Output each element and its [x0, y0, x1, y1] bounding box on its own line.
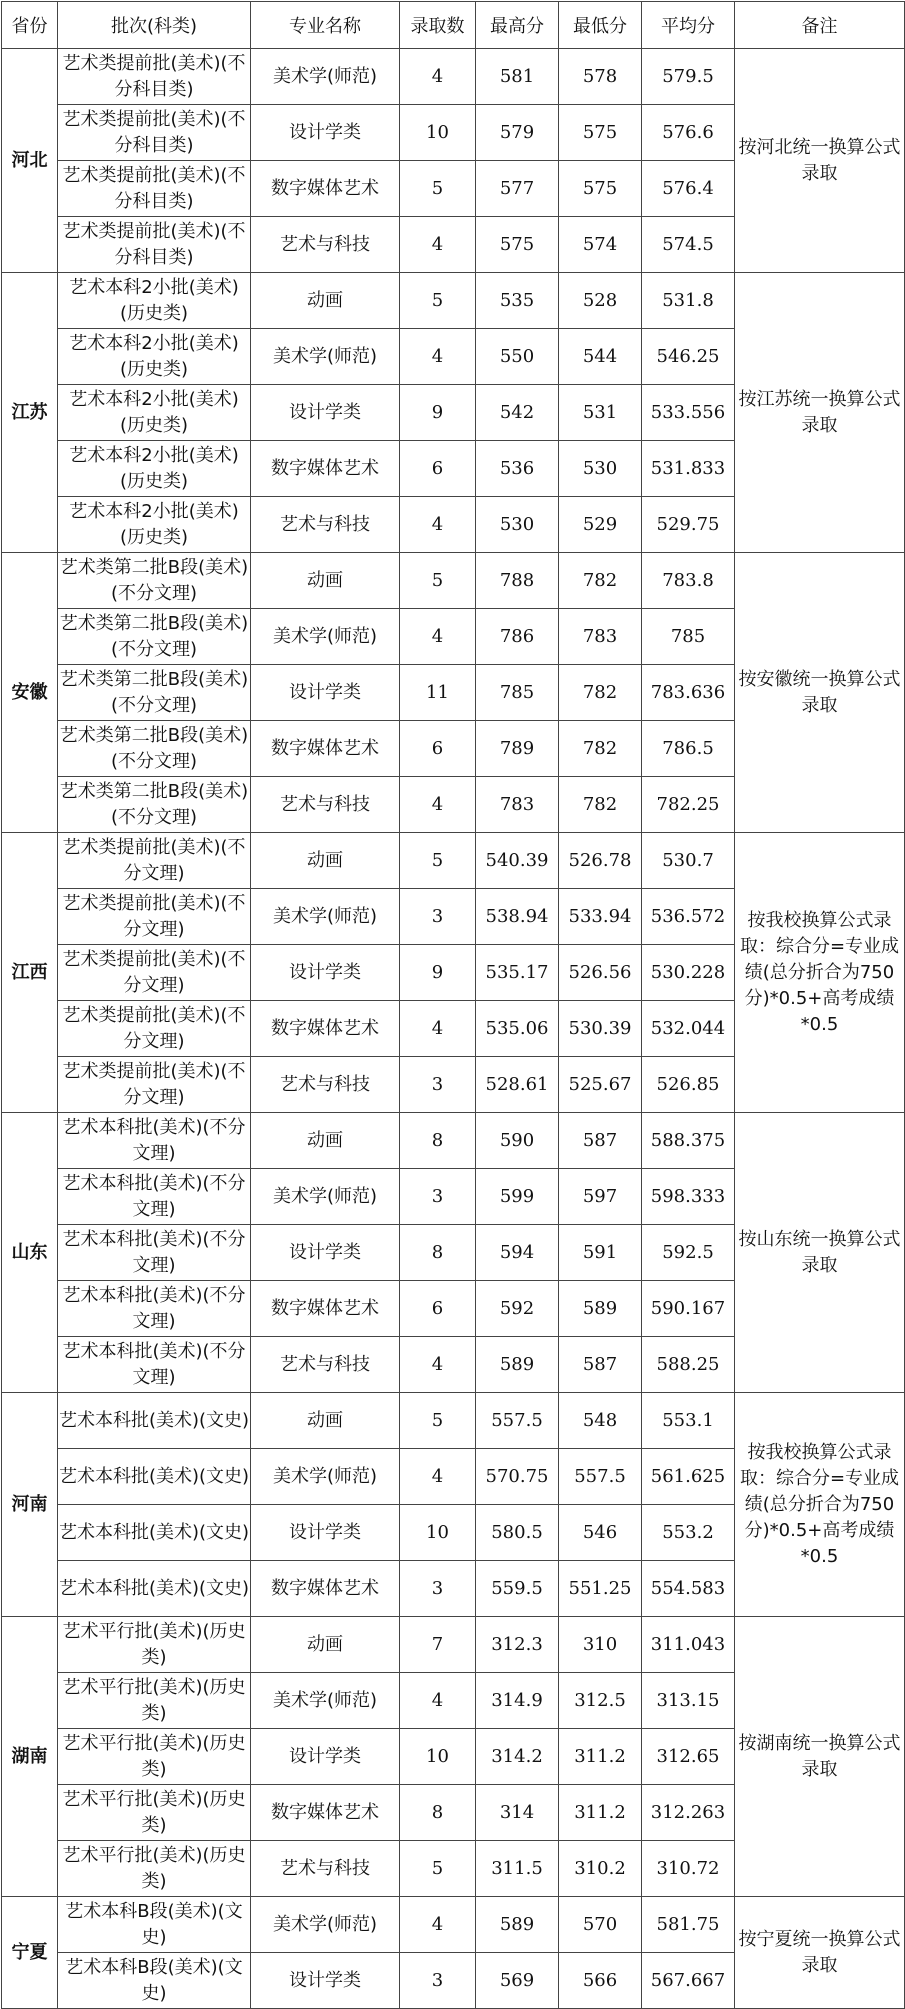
max-score-cell: 540.39: [476, 833, 559, 889]
avg-score-cell: 574.5: [642, 217, 735, 273]
note-cell: 按我校换算公式录取：综合分=专业成绩(总分折合为750分)*0.5+高考成绩*0.5: [735, 1393, 905, 1617]
max-score-cell: 559.5: [476, 1561, 559, 1617]
major-cell: 数字媒体艺术: [251, 1561, 400, 1617]
table-row: [2, 553, 905, 609]
min-score-cell: 548: [559, 1393, 642, 1449]
avg-score-cell: 313.15: [642, 1673, 735, 1729]
batch-cell: 艺术本科批(美术)(不分文理): [58, 1169, 251, 1225]
max-score-cell: 590: [476, 1113, 559, 1169]
count-cell: 5: [400, 1393, 476, 1449]
major-cell: 数字媒体艺术: [251, 161, 400, 217]
avg-score-cell: 553.2: [642, 1505, 735, 1561]
count-cell: 4: [400, 777, 476, 833]
province-cell: 安徽: [2, 553, 58, 833]
min-score-cell: 311.2: [559, 1785, 642, 1841]
avg-score-cell: 546.25: [642, 329, 735, 385]
avg-score-cell: 536.572: [642, 889, 735, 945]
max-score-cell: 550: [476, 329, 559, 385]
batch-cell: 艺术类第二批B段(美术)(不分文理): [58, 553, 251, 609]
major-cell: 美术学(师范): [251, 1673, 400, 1729]
major-cell: 数字媒体艺术: [251, 1001, 400, 1057]
batch-cell: 艺术平行批(美术)(历史类): [58, 1617, 251, 1673]
note-cell: 按山东统一换算公式录取: [735, 1113, 905, 1393]
note-cell: 按我校换算公式录取：综合分=专业成绩(总分折合为750分)*0.5+高考成绩*0.5: [735, 833, 905, 1113]
min-score-cell: 551.25: [559, 1561, 642, 1617]
major-cell: 美术学(师范): [251, 329, 400, 385]
batch-cell: 艺术类第二批B段(美术)(不分文理): [58, 777, 251, 833]
min-score-cell: 575: [559, 105, 642, 161]
avg-score-cell: 588.25: [642, 1337, 735, 1393]
count-cell: 4: [400, 1673, 476, 1729]
max-score-cell: 535.17: [476, 945, 559, 1001]
max-score-cell: 530: [476, 497, 559, 553]
avg-score-cell: 530.228: [642, 945, 735, 1001]
count-cell: 5: [400, 833, 476, 889]
major-cell: 艺术与科技: [251, 1057, 400, 1113]
major-cell: 美术学(师范): [251, 889, 400, 945]
count-cell: 3: [400, 1057, 476, 1113]
count-cell: 4: [400, 1449, 476, 1505]
note-cell: 按河北统一换算公式录取: [735, 49, 905, 273]
max-score-cell: 535: [476, 273, 559, 329]
avg-score-cell: 567.667: [642, 1953, 735, 2009]
min-score-cell: 310: [559, 1617, 642, 1673]
batch-cell: 艺术本科B段(美术)(文史): [58, 1953, 251, 2009]
province-cell: 湖南: [2, 1617, 58, 1897]
avg-score-cell: 554.583: [642, 1561, 735, 1617]
batch-cell: 艺术本科2小批(美术)(历史类): [58, 497, 251, 553]
header-max-score: 最高分: [476, 2, 559, 49]
min-score-cell: 782: [559, 721, 642, 777]
max-score-cell: 535.06: [476, 1001, 559, 1057]
min-score-cell: 587: [559, 1113, 642, 1169]
min-score-cell: 546: [559, 1505, 642, 1561]
admission-score-table: [1, 1, 905, 2009]
batch-cell: 艺术本科批(美术)(不分文理): [58, 1113, 251, 1169]
batch-cell: 艺术平行批(美术)(历史类): [58, 1729, 251, 1785]
avg-score-cell: 531.833: [642, 441, 735, 497]
min-score-cell: 575: [559, 161, 642, 217]
max-score-cell: 786: [476, 609, 559, 665]
max-score-cell: 589: [476, 1897, 559, 1953]
max-score-cell: 581: [476, 49, 559, 105]
max-score-cell: 569: [476, 1953, 559, 2009]
province-cell: 江苏: [2, 273, 58, 553]
header-min-score: 最低分: [559, 2, 642, 49]
max-score-cell: 599: [476, 1169, 559, 1225]
count-cell: 5: [400, 1841, 476, 1897]
count-cell: 4: [400, 609, 476, 665]
min-score-cell: 526.78: [559, 833, 642, 889]
note-cell: 按湖南统一换算公式录取: [735, 1617, 905, 1897]
avg-score-cell: 312.65: [642, 1729, 735, 1785]
max-score-cell: 592: [476, 1281, 559, 1337]
min-score-cell: 526.56: [559, 945, 642, 1001]
count-cell: 6: [400, 1281, 476, 1337]
count-cell: 10: [400, 105, 476, 161]
batch-cell: 艺术类提前批(美术)(不分文理): [58, 945, 251, 1001]
max-score-cell: 594: [476, 1225, 559, 1281]
max-score-cell: 788: [476, 553, 559, 609]
min-score-cell: 597: [559, 1169, 642, 1225]
min-score-cell: 530: [559, 441, 642, 497]
avg-score-cell: 598.333: [642, 1169, 735, 1225]
batch-cell: 艺术类提前批(美术)(不分文理): [58, 1001, 251, 1057]
max-score-cell: 528.61: [476, 1057, 559, 1113]
table-row: [2, 1617, 905, 1673]
count-cell: 6: [400, 441, 476, 497]
min-score-cell: 529: [559, 497, 642, 553]
province-cell: 宁夏: [2, 1897, 58, 2009]
count-cell: 6: [400, 721, 476, 777]
avg-score-cell: 786.5: [642, 721, 735, 777]
batch-cell: 艺术本科批(美术)(文史): [58, 1393, 251, 1449]
count-cell: 5: [400, 273, 476, 329]
batch-cell: 艺术平行批(美术)(历史类): [58, 1785, 251, 1841]
major-cell: 动画: [251, 1617, 400, 1673]
avg-score-cell: 533.556: [642, 385, 735, 441]
major-cell: 设计学类: [251, 385, 400, 441]
max-score-cell: 783: [476, 777, 559, 833]
count-cell: 9: [400, 945, 476, 1001]
avg-score-cell: 592.5: [642, 1225, 735, 1281]
count-cell: 11: [400, 665, 476, 721]
table-body: [2, 49, 905, 2009]
major-cell: 动画: [251, 1113, 400, 1169]
avg-score-cell: 783.636: [642, 665, 735, 721]
batch-cell: 艺术类提前批(美术)(不分科目类): [58, 49, 251, 105]
min-score-cell: 578: [559, 49, 642, 105]
avg-score-cell: 581.75: [642, 1897, 735, 1953]
min-score-cell: 591: [559, 1225, 642, 1281]
min-score-cell: 783: [559, 609, 642, 665]
header-count: 录取数: [400, 2, 476, 49]
min-score-cell: 530.39: [559, 1001, 642, 1057]
min-score-cell: 570: [559, 1897, 642, 1953]
count-cell: 4: [400, 217, 476, 273]
avg-score-cell: 312.263: [642, 1785, 735, 1841]
major-cell: 设计学类: [251, 1953, 400, 2009]
max-score-cell: 580.5: [476, 1505, 559, 1561]
count-cell: 4: [400, 1337, 476, 1393]
avg-score-cell: 561.625: [642, 1449, 735, 1505]
min-score-cell: 544: [559, 329, 642, 385]
min-score-cell: 566: [559, 1953, 642, 2009]
min-score-cell: 589: [559, 1281, 642, 1337]
batch-cell: 艺术本科批(美术)(文史): [58, 1561, 251, 1617]
batch-cell: 艺术本科B段(美术)(文史): [58, 1897, 251, 1953]
min-score-cell: 525.67: [559, 1057, 642, 1113]
major-cell: 数字媒体艺术: [251, 721, 400, 777]
min-score-cell: 557.5: [559, 1449, 642, 1505]
major-cell: 艺术与科技: [251, 497, 400, 553]
max-score-cell: 538.94: [476, 889, 559, 945]
major-cell: 艺术与科技: [251, 217, 400, 273]
max-score-cell: 579: [476, 105, 559, 161]
major-cell: 艺术与科技: [251, 1841, 400, 1897]
min-score-cell: 312.5: [559, 1673, 642, 1729]
batch-cell: 艺术本科2小批(美术)(历史类): [58, 329, 251, 385]
major-cell: 设计学类: [251, 105, 400, 161]
count-cell: 9: [400, 385, 476, 441]
batch-cell: 艺术类提前批(美术)(不分科目类): [58, 105, 251, 161]
avg-score-cell: 526.85: [642, 1057, 735, 1113]
major-cell: 美术学(师范): [251, 609, 400, 665]
header-avg-score: 平均分: [642, 2, 735, 49]
min-score-cell: 311.2: [559, 1729, 642, 1785]
batch-cell: 艺术平行批(美术)(历史类): [58, 1841, 251, 1897]
count-cell: 8: [400, 1113, 476, 1169]
count-cell: 4: [400, 497, 476, 553]
major-cell: 动画: [251, 273, 400, 329]
avg-score-cell: 531.8: [642, 273, 735, 329]
table-row: [2, 1113, 905, 1169]
max-score-cell: 311.5: [476, 1841, 559, 1897]
avg-score-cell: 579.5: [642, 49, 735, 105]
batch-cell: 艺术类提前批(美术)(不分科目类): [58, 217, 251, 273]
batch-cell: 艺术类提前批(美术)(不分文理): [58, 1057, 251, 1113]
min-score-cell: 587: [559, 1337, 642, 1393]
table-row: [2, 833, 905, 889]
major-cell: 设计学类: [251, 1505, 400, 1561]
min-score-cell: 531: [559, 385, 642, 441]
major-cell: 美术学(师范): [251, 1897, 400, 1953]
max-score-cell: 577: [476, 161, 559, 217]
province-cell: 河南: [2, 1393, 58, 1617]
header-row: [2, 2, 905, 49]
table-row: [2, 1897, 905, 1953]
note-cell: 按安徽统一换算公式录取: [735, 553, 905, 833]
batch-cell: 艺术本科批(美术)(文史): [58, 1505, 251, 1561]
table-row: [2, 1393, 905, 1449]
batch-cell: 艺术本科批(美术)(不分文理): [58, 1281, 251, 1337]
major-cell: 数字媒体艺术: [251, 1785, 400, 1841]
min-score-cell: 533.94: [559, 889, 642, 945]
min-score-cell: 528: [559, 273, 642, 329]
major-cell: 动画: [251, 553, 400, 609]
batch-cell: 艺术类第二批B段(美术)(不分文理): [58, 665, 251, 721]
count-cell: 3: [400, 1169, 476, 1225]
batch-cell: 艺术本科批(美术)(不分文理): [58, 1225, 251, 1281]
header-major: 专业名称: [251, 2, 400, 49]
count-cell: 3: [400, 1953, 476, 2009]
table-row: [2, 49, 905, 105]
min-score-cell: 782: [559, 777, 642, 833]
max-score-cell: 785: [476, 665, 559, 721]
header-province: 省份: [2, 2, 58, 49]
header-note: 备注: [735, 2, 905, 49]
max-score-cell: 557.5: [476, 1393, 559, 1449]
avg-score-cell: 576.4: [642, 161, 735, 217]
major-cell: 动画: [251, 1393, 400, 1449]
count-cell: 10: [400, 1505, 476, 1561]
min-score-cell: 310.2: [559, 1841, 642, 1897]
batch-cell: 艺术本科2小批(美术)(历史类): [58, 441, 251, 497]
batch-cell: 艺术类第二批B段(美术)(不分文理): [58, 721, 251, 777]
note-cell: 按宁夏统一换算公式录取: [735, 1897, 905, 2009]
avg-score-cell: 311.043: [642, 1617, 735, 1673]
avg-score-cell: 590.167: [642, 1281, 735, 1337]
count-cell: 3: [400, 1561, 476, 1617]
max-score-cell: 314.9: [476, 1673, 559, 1729]
max-score-cell: 542: [476, 385, 559, 441]
count-cell: 4: [400, 1001, 476, 1057]
header-batch: 批次(科类): [58, 2, 251, 49]
major-cell: 设计学类: [251, 945, 400, 1001]
max-score-cell: 570.75: [476, 1449, 559, 1505]
count-cell: 3: [400, 889, 476, 945]
avg-score-cell: 553.1: [642, 1393, 735, 1449]
major-cell: 美术学(师范): [251, 1169, 400, 1225]
avg-score-cell: 310.72: [642, 1841, 735, 1897]
major-cell: 数字媒体艺术: [251, 1281, 400, 1337]
count-cell: 8: [400, 1225, 476, 1281]
major-cell: 美术学(师范): [251, 49, 400, 105]
avg-score-cell: 576.6: [642, 105, 735, 161]
count-cell: 10: [400, 1729, 476, 1785]
count-cell: 7: [400, 1617, 476, 1673]
batch-cell: 艺术本科2小批(美术)(历史类): [58, 385, 251, 441]
batch-cell: 艺术类提前批(美术)(不分文理): [58, 833, 251, 889]
province-cell: 山东: [2, 1113, 58, 1393]
major-cell: 动画: [251, 833, 400, 889]
major-cell: 设计学类: [251, 1225, 400, 1281]
avg-score-cell: 530.7: [642, 833, 735, 889]
count-cell: 5: [400, 553, 476, 609]
avg-score-cell: 529.75: [642, 497, 735, 553]
major-cell: 数字媒体艺术: [251, 441, 400, 497]
max-score-cell: 314.2: [476, 1729, 559, 1785]
min-score-cell: 782: [559, 665, 642, 721]
major-cell: 艺术与科技: [251, 777, 400, 833]
max-score-cell: 789: [476, 721, 559, 777]
max-score-cell: 536: [476, 441, 559, 497]
batch-cell: 艺术平行批(美术)(历史类): [58, 1673, 251, 1729]
batch-cell: 艺术类提前批(美术)(不分文理): [58, 889, 251, 945]
avg-score-cell: 785: [642, 609, 735, 665]
batch-cell: 艺术本科批(美术)(文史): [58, 1449, 251, 1505]
count-cell: 4: [400, 1897, 476, 1953]
batch-cell: 艺术类第二批B段(美术)(不分文理): [58, 609, 251, 665]
province-cell: 河北: [2, 49, 58, 273]
province-cell: 江西: [2, 833, 58, 1113]
count-cell: 4: [400, 329, 476, 385]
major-cell: 设计学类: [251, 1729, 400, 1785]
batch-cell: 艺术本科批(美术)(不分文理): [58, 1337, 251, 1393]
avg-score-cell: 532.044: [642, 1001, 735, 1057]
major-cell: 设计学类: [251, 665, 400, 721]
batch-cell: 艺术本科2小批(美术)(历史类): [58, 273, 251, 329]
count-cell: 4: [400, 49, 476, 105]
max-score-cell: 575: [476, 217, 559, 273]
avg-score-cell: 588.375: [642, 1113, 735, 1169]
max-score-cell: 314: [476, 1785, 559, 1841]
max-score-cell: 589: [476, 1337, 559, 1393]
avg-score-cell: 783.8: [642, 553, 735, 609]
min-score-cell: 574: [559, 217, 642, 273]
table-row: [2, 273, 905, 329]
major-cell: 美术学(师范): [251, 1449, 400, 1505]
batch-cell: 艺术类提前批(美术)(不分科目类): [58, 161, 251, 217]
major-cell: 艺术与科技: [251, 1337, 400, 1393]
count-cell: 8: [400, 1785, 476, 1841]
count-cell: 5: [400, 161, 476, 217]
note-cell: 按江苏统一换算公式录取: [735, 273, 905, 553]
max-score-cell: 312.3: [476, 1617, 559, 1673]
avg-score-cell: 782.25: [642, 777, 735, 833]
min-score-cell: 782: [559, 553, 642, 609]
